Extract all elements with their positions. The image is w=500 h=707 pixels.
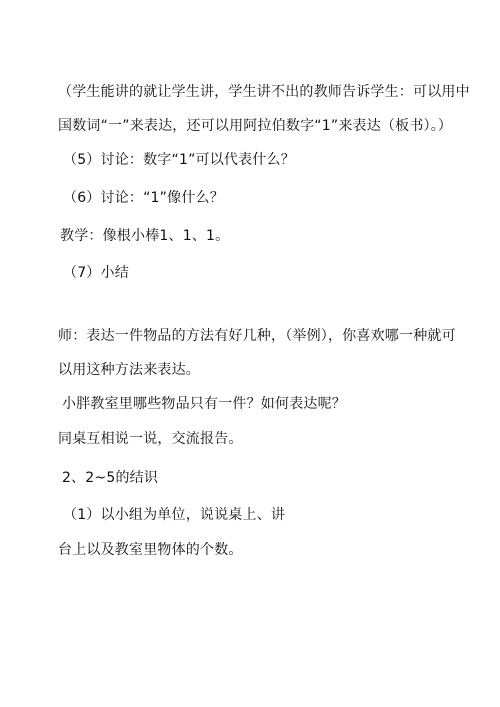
- group-activity-line-1: （1）以小组为单位，说说桌上、讲: [63, 507, 286, 523]
- paragraph-line-2: 国数词“一”来表达，还可以用阿拉伯数字“1”来表达（板书）。）: [58, 118, 453, 134]
- question-line: 小胖教室里哪些物品只有一件？如何表达呢？: [62, 396, 346, 412]
- group-activity-line-2: 台上以及教室里物体的个数。: [58, 542, 243, 558]
- teacher-line-1: 师：表达一件物品的方法有好几种，（举例），你喜欢哪一种就可: [58, 328, 456, 344]
- section-heading-2-5: 2、2~5的结识: [62, 470, 159, 486]
- summary-heading: （7）小结: [63, 265, 129, 281]
- activity-line: 同桌互相说一说，交流报告。: [58, 431, 243, 447]
- teacher-line-2: 以用这种方法来表达。: [58, 362, 200, 378]
- teaching-line: 教学：像根小棒1、1、1。: [60, 228, 230, 244]
- discussion-item-5: （5）讨论：数字“1”可以代表什么？: [63, 152, 295, 168]
- paragraph-line-1: （学生能讲的就让学生讲，学生讲不出的教师告诉学生：可以用中: [58, 84, 470, 100]
- discussion-item-6: （6）讨论：“1”像什么？: [63, 190, 224, 206]
